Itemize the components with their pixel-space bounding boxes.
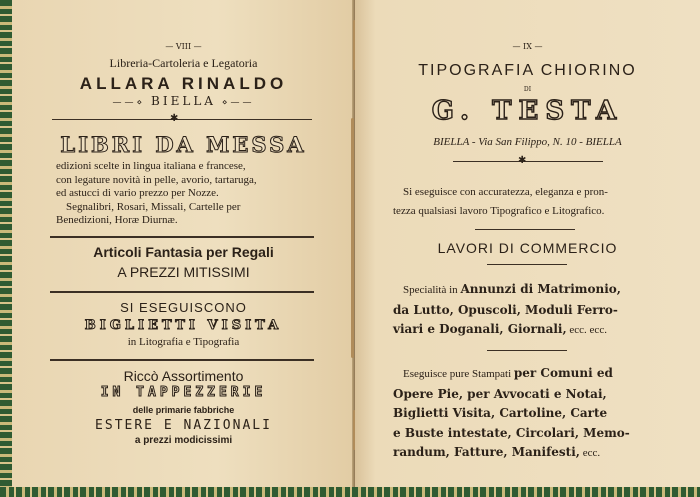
libri-line: Segnalibri, Rosari, Missali, Cartelle per: [66, 200, 241, 213]
para-line: [393, 320, 665, 341]
intro-line: Si eseguisce con accuratezza, eleganza e pron-: [403, 186, 608, 198]
para-line: [393, 301, 665, 321]
bold-text: per Comuni ed: [513, 366, 613, 380]
estere-nazionali: ESTERE E NAZIONALI: [95, 418, 272, 433]
left-page-number: — VIII —: [165, 42, 202, 51]
normal-text: ecc. ecc.: [566, 324, 607, 336]
divider: [50, 359, 314, 361]
bold-text: Opere Pie, per Avvocati e Notai,: [393, 386, 607, 401]
bold-text: randum, Fatture, Manifesti,: [393, 445, 580, 459]
di-label: DI: [523, 86, 532, 93]
litografia-line: in Litografia e Tipografia: [127, 336, 240, 348]
divider: [487, 264, 567, 265]
divider: [50, 291, 314, 293]
para-line: [393, 404, 665, 424]
decorative-border-left: [0, 0, 12, 497]
tappezzerie-title: IN TAPPEZZERIE: [100, 385, 267, 400]
intro-paragraph: [393, 183, 665, 221]
bold-text: da Lutto, Opuscoli, Moduli Ferro-: [393, 302, 618, 317]
bold-text: e Buste intestate, Circolari, Memo-: [393, 425, 630, 440]
star-ornament: ✱: [518, 155, 527, 166]
libri-line: edizioni scelte in lingua italiana e francese,: [56, 160, 246, 172]
address-line: BIELLA - Via San Filippo, N. 10 - BIELLA: [433, 136, 622, 148]
owner-testa: G. TESTA: [431, 96, 624, 126]
normal-text: ecc.: [579, 447, 601, 459]
lavori-commercio-title: LAVORI DI COMMERCIO: [437, 240, 618, 256]
right-page: [355, 0, 700, 487]
biglietti-visita-title: BIGLIETTI VISITA: [84, 318, 283, 333]
section-title-libri: LIBRI DA MESSA: [60, 132, 307, 157]
fabbriche-line: delle primarie fabbriche: [132, 405, 235, 415]
shop-type: Libreria-Cartoleria e Legatoria: [109, 56, 258, 70]
stampati-paragraph: [393, 364, 665, 464]
normal-text: Eseguisce pure Stampati: [403, 368, 514, 380]
si-eseguiscono: SI ESEGUISCONO: [120, 300, 247, 315]
modicissimi-line: a prezzi modicissimi: [134, 435, 233, 446]
bold-text: viari e Doganali, Giornali,: [393, 322, 567, 336]
divider: [52, 119, 312, 120]
para-line: [393, 280, 665, 301]
fantasia-title: Articoli Fantasia per Regali: [93, 244, 274, 260]
libri-description: [56, 160, 314, 228]
decorative-border-bottom: [0, 487, 700, 497]
tipografia-title: TIPOGRAFIA CHIORINO: [418, 62, 637, 79]
para-line: [393, 385, 665, 405]
assortimento-line: Riccò Assortimento: [123, 368, 244, 384]
normal-text: Specialità in: [403, 284, 461, 296]
specialita-paragraph: [393, 280, 665, 341]
left-page: [12, 0, 355, 487]
prezzi-mitissimi: A PREZZI MITISSIMI: [117, 264, 250, 280]
para-line: [393, 364, 665, 385]
city-left: ——⋄ BIELLA ⋄——: [112, 94, 255, 108]
binding-thread: [351, 118, 354, 358]
star-ornament: ✱: [170, 113, 179, 124]
libri-line: Benedizioni, Horæ Diurnæ.: [56, 214, 178, 226]
owner-name: ALLARA RINALDO: [79, 74, 288, 93]
divider: [453, 161, 603, 162]
para-line: [393, 424, 665, 444]
bold-text: Biglietti Visita, Cartoline, Carte: [393, 406, 608, 420]
bold-text: Annunzi di Matrimonio,: [460, 282, 621, 296]
libri-line: ed astucci di vario prezzo per Nozze.: [56, 187, 219, 199]
right-page-number: — IX —: [512, 42, 543, 51]
divider: [487, 350, 567, 351]
divider: [50, 236, 314, 238]
libri-line: con legature novità in pelle, avorio, tartaruga,: [56, 173, 257, 186]
city-label: BIELLA: [151, 94, 216, 108]
divider: [475, 229, 575, 230]
para-line: [393, 443, 665, 464]
intro-line: tezza qualsiasi lavoro Tipografico e Litografico.: [393, 205, 605, 217]
